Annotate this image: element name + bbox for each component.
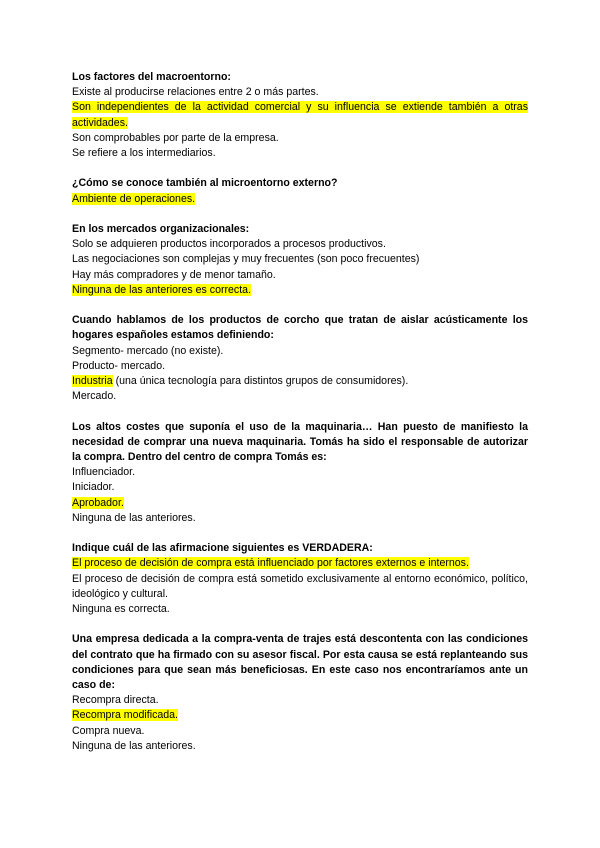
question-block <box>72 70 528 161</box>
question-block <box>72 632 528 754</box>
question-block <box>72 222 528 298</box>
answer-option-highlighted: Aprobador. <box>72 496 124 509</box>
answer-option: Compra nueva. <box>72 724 145 737</box>
answer-option: Recompra directa. <box>72 694 159 707</box>
question-title: Indique cuál de las afirmacione siguientes es VERDADERA: <box>72 542 373 555</box>
answer-option-highlighted: Ambiente de operaciones. <box>72 192 196 205</box>
question-title: En los mercados organizacionales: <box>72 223 250 235</box>
question-block <box>72 176 528 206</box>
question-title: Los altos costes que suponía el uso de la maquinaria… Han puesto de manifiesto la necesidad de comprar una nueva maquinaria. Tomás ha sido el responsable de autorizar la compra. Dentro del centro de compra Tomás es: <box>72 420 528 464</box>
answer-option: Son comprobables por parte de la empresa. <box>72 131 279 144</box>
question-title: Los factores del macroentorno: <box>72 71 231 83</box>
question-title: Cuando hablamos de los productos de corcho que tratan de aislar acústicamente los hogares españoles estamos definiendo: <box>72 314 528 342</box>
answer-option: Solo se adquieren productos incorporados a procesos productivos. <box>72 238 386 251</box>
answer-option: Ninguna es correcta. <box>72 603 170 616</box>
document-content <box>72 70 528 769</box>
answer-option: Se refiere a los intermediarios. <box>72 147 216 160</box>
answer-option-highlighted: Ninguna de las anteriores es correcta. <box>72 283 252 296</box>
answer-option: Segmento- mercado (no existe). <box>72 344 224 357</box>
answer-option-highlighted: Recompra modificada. <box>72 709 178 722</box>
question-block <box>72 541 528 617</box>
answer-option: Existe al producirse relaciones entre 2 o más partes. <box>72 86 319 99</box>
answer-option-highlighted: El proceso de decisión de compra está influenciado por factores externos e internos. <box>72 557 469 570</box>
question-block <box>72 420 528 526</box>
answer-option: Ninguna de las anteriores. <box>72 739 196 752</box>
question-block <box>72 313 528 404</box>
answer-option: El proceso de decisión de compra está sometido exclusivamente al entorno económico, político, ideológico y cultural. <box>72 572 528 600</box>
answer-option: Ninguna de las anteriores. <box>72 511 196 524</box>
answer-option: Mercado. <box>72 390 117 403</box>
answer-option: Hay más compradores y de menor tamaño. <box>72 268 276 281</box>
question-title: ¿Cómo se conoce también al microentorno externo? <box>72 177 338 190</box>
answer-option: Influenciador. <box>72 466 136 479</box>
answer-option: Producto- mercado. <box>72 359 166 372</box>
answer-option-highlighted: Industria (una única tecnología para distintos grupos de consumidores). <box>72 375 409 388</box>
answer-option: Las negociaciones son complejas y muy frecuentes (son poco frecuentes) <box>72 253 420 266</box>
question-title: Una empresa dedicada a la compra-venta de trajes está descontenta con las condiciones del contrato que ha firmado con su asesor fiscal. Por esta causa se está replanteando sus condiciones para que sean más beneficiosas. En este caso nos encontraríamos ante un caso de: <box>72 633 528 692</box>
answer-option-highlighted: Son independientes de la actividad comercial y su influencia se extiende también a otras actividades. <box>72 101 528 129</box>
answer-option: Iniciador. <box>72 481 115 494</box>
